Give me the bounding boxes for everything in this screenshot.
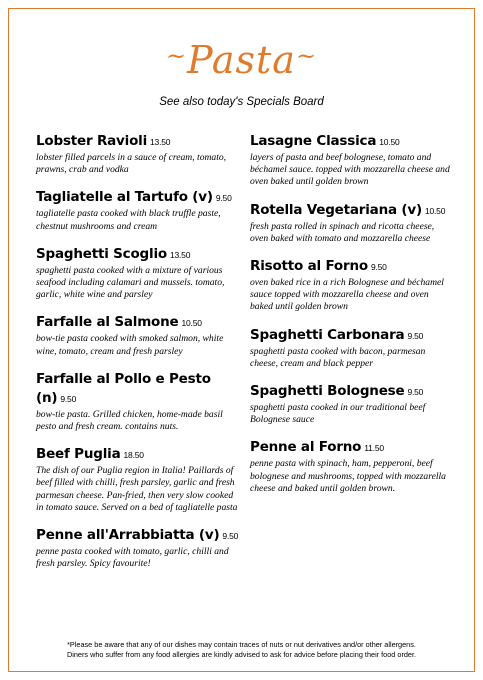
item-price: 13.50 (169, 249, 191, 260)
item-name: Spaghetti Carbonara (250, 326, 405, 343)
item-price: 11.50 (364, 443, 384, 454)
menu-item (36, 132, 241, 176)
item-heading (36, 445, 241, 465)
item-description: penne pasta with spinach, ham, pepperoni, beef bolognese and mushrooms, topped with mozzarella cheese and baked until golden brown. (250, 458, 446, 494)
item-name: Spaghetti Scoglio (36, 245, 167, 262)
menu-item (250, 257, 450, 314)
item-heading (250, 257, 450, 277)
item-heading (36, 245, 241, 265)
item-heading (36, 132, 241, 152)
item-description: spaghetti pasta cooked with bacon, parmesan cheese, cream and black pepper (250, 345, 426, 369)
item-description: The dish of our Puglia region in Italia! Paillards of beef filled with chilli, fresh parsley, garlic and fresh parmesan cheese. Pan-fried, then very slow cooked in tomato sauce. Served on a bed of tagliatelle pasta (36, 465, 238, 513)
item-heading (36, 370, 241, 409)
item-price: 18.50 (123, 450, 144, 461)
specials-note: See also today's Specials Board (159, 96, 324, 108)
allergen-disclaimer (12, 640, 471, 659)
item-price: 9.50 (407, 330, 424, 341)
item-name: Tagliatelle al Tartufo (v) (36, 189, 213, 206)
item-price: 13.50 (150, 137, 171, 147)
item-description: fresh pasta rolled in spinach and ricotta cheese, oven baked with tomato and mozzarella cheese (250, 220, 435, 244)
item-price: 9.50 (407, 387, 424, 398)
disclaimer-line-2: Diners who suffer from any food allergies are kindly advised to ask for advice before placing their food order. (66, 649, 417, 659)
item-name: Penne al Forno (250, 439, 362, 456)
item-price: 9.50 (222, 531, 239, 542)
item-heading (250, 438, 450, 458)
item-name: Farfalle al Pollo e Pesto (n) (36, 370, 211, 406)
item-heading (250, 326, 450, 346)
menu-item (250, 382, 450, 426)
title-left-tilde: ~ (165, 42, 188, 70)
item-price: 9.50 (60, 393, 77, 404)
item-price: 10.50 (379, 137, 400, 147)
item-description: lobster filled parcels in a sauce of cream, tomato, prawns, crab and vodka (36, 152, 227, 176)
item-name: Penne all'Arrabbiatta (v) (36, 527, 220, 544)
menu-title (0, 38, 483, 82)
item-description: penne pasta cooked with tomato, garlic, chilli and fresh parsley. Spicy favourite! (36, 546, 229, 570)
item-description: spaghetti pasta cooked with a mixture of various seafood including calamari and mussels. tomato, garlic, white wine and parsley (36, 264, 225, 301)
item-price: 9.50 (215, 193, 232, 204)
menu-column-left (36, 132, 241, 582)
item-heading (250, 382, 450, 402)
title-text: Pasta (187, 38, 296, 82)
menu-item (250, 132, 450, 189)
item-description: tagliatelle pasta cooked with black truffle paste, chestnut mushrooms and cream (36, 208, 221, 232)
item-heading (250, 201, 450, 221)
item-name: Farfalle al Salmone (36, 314, 179, 331)
item-name: Rotella Vegetariana (v) (250, 201, 422, 218)
item-price: 10.50 (181, 318, 202, 329)
menu-column-right (250, 132, 450, 507)
item-name: Lasagne Classica (250, 133, 377, 149)
menu-item (36, 445, 241, 514)
item-description: spaghetti pasta cooked in our traditional beef Bolognese sauce (250, 402, 426, 426)
menu-item (36, 313, 241, 357)
disclaimer-line-1: *Please be aware that any of our dishes may contain traces of nuts or nut derivatives and/or other allergens. (67, 640, 416, 649)
menu-item (36, 526, 241, 570)
item-name: Lobster Ravioli (36, 133, 148, 149)
menu-item (36, 245, 241, 302)
item-name: Beef Puglia (36, 446, 121, 463)
menu-item (36, 370, 241, 433)
item-name: Spaghetti Bolognese (250, 383, 405, 400)
item-heading (36, 188, 241, 208)
item-heading (250, 132, 450, 152)
item-description: bow-tie pasta cooked with smoked salmon, white wine, tomato, cream and fresh parsley (36, 333, 224, 357)
item-heading (36, 313, 241, 333)
menu-item (36, 188, 241, 232)
item-description: bow-tie pasta. Grilled chicken, home-made basil pesto and fresh cream. contains nuts. (36, 408, 223, 433)
item-price: 10.50 (424, 205, 446, 216)
item-name: Risotto al Forno (250, 258, 368, 275)
item-heading (36, 526, 241, 546)
item-description: layers of pasta and beef bolognese, tomato and béchamel sauce. topped with mozzarella cheese and oven baked until golden brown (250, 152, 450, 188)
menu-item (250, 201, 450, 245)
title-right-tilde: ~ (295, 42, 318, 70)
menu-item (250, 326, 450, 370)
item-price: 9.50 (370, 262, 387, 273)
menu-item (250, 438, 450, 495)
item-description: oven baked rice in a rich Bolognese and béchamel sauce topped with mozzarella cheese and oven baked until golden brown (250, 277, 444, 313)
